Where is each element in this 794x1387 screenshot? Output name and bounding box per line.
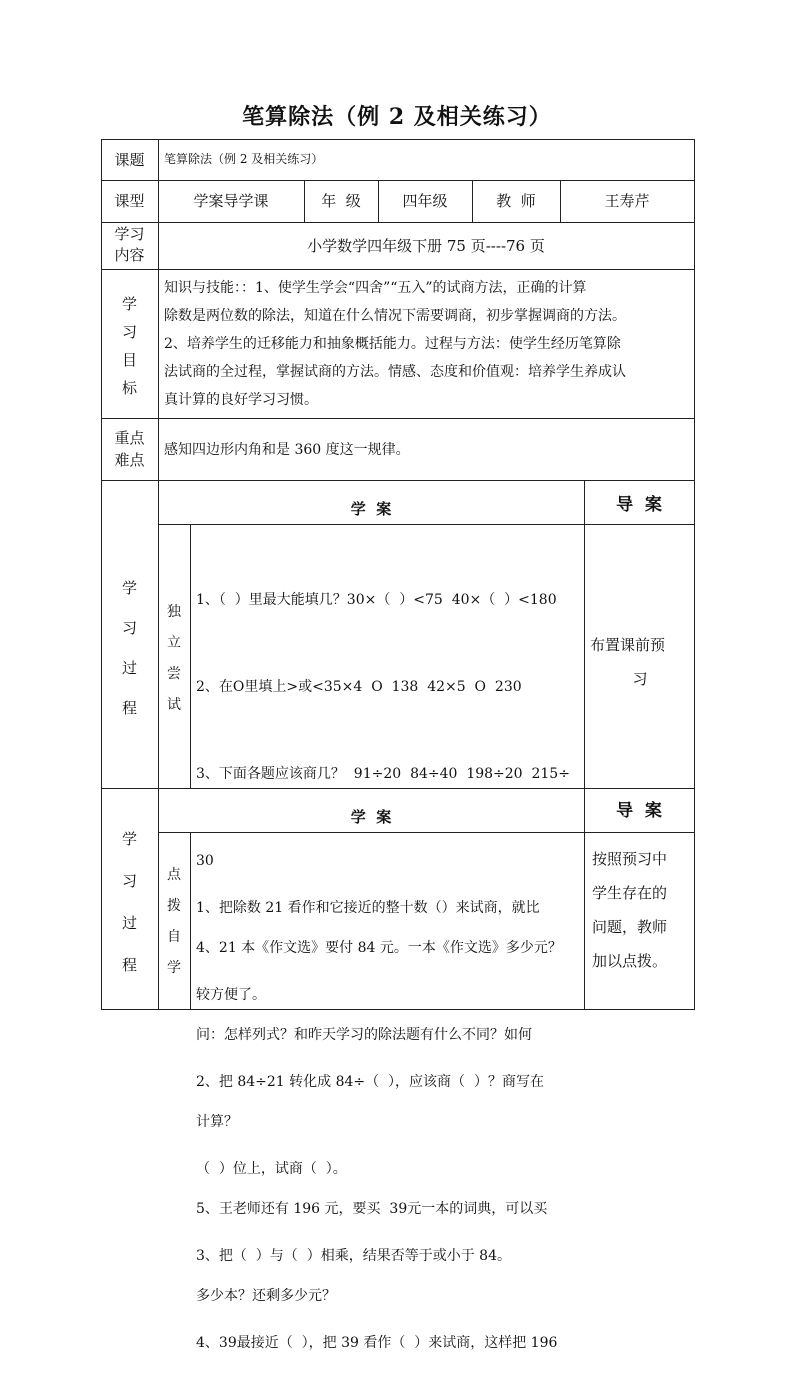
goals-line: 知识与技能：：1、使学生学会“四舍”“五入”的试商方法，正确的计算 — [164, 280, 587, 296]
sub-label-char: 自 — [167, 929, 181, 945]
study-header-1: 学 案 — [350, 500, 392, 518]
study-header-2: 学 案 — [350, 808, 392, 826]
content-label-line2: 内容 — [114, 246, 145, 264]
page-title: 笔算除法（例 2 及相关练习） — [242, 104, 552, 130]
sub-label-independent — [158, 597, 190, 721]
process-label-char: 过 — [121, 659, 137, 677]
goals-label — [101, 290, 158, 402]
process-label-char: 习 — [121, 619, 137, 637]
study-line: 较方便了。 — [196, 987, 266, 1003]
study-line: 2、把 84÷21 转化成 84÷（ ），应该商（ ）？商写在 — [196, 1074, 544, 1090]
process-label-char: 习 — [121, 872, 137, 890]
keypoints-label-line1: 重点 — [114, 429, 145, 447]
study-line: （ ）位上，试商（ ）。 — [196, 1161, 347, 1177]
process-label-char: 学 — [121, 830, 137, 848]
type-label: 课型 — [114, 192, 145, 210]
guide-line: 学生存在的 — [592, 884, 668, 902]
teacher-label: 教 师 — [496, 192, 536, 210]
sub-label-guided — [158, 860, 190, 984]
content-value: 小学数学四年级下册 75 页----76 页 — [307, 237, 545, 255]
goals-text — [164, 274, 692, 414]
study-line: 3、下面各题应该商几？ 91÷20 84÷40 198÷20 215÷ — [196, 766, 570, 782]
process-label-1 — [101, 568, 158, 728]
study-line: 计算？ — [196, 1114, 238, 1130]
keypoints-label-line2: 难点 — [114, 451, 145, 469]
keypoints-label — [101, 427, 158, 471]
topic-value: 笔算除法（例 2 及相关练习） — [164, 152, 324, 166]
goals-line: 2、培养学生的迁移能力和抽象概括能力。过程与方法：使学生经历笔算除 — [164, 336, 621, 352]
guide-line: 布置课前预 — [590, 636, 666, 654]
process-label-char: 程 — [121, 699, 137, 717]
goals-line: 法试商的全过程，掌握试商的方法。情感、态度和价值观：培养学生养成认 — [164, 364, 626, 380]
guide-header-2: 导 案 — [616, 801, 662, 821]
content-label — [101, 224, 158, 266]
guide-line: 问题，教师 — [592, 918, 668, 936]
study-line: 3、把（ ）与（ ）相乘，结果否等于或小于 84。 — [196, 1248, 511, 1264]
type-value: 学案导学课 — [193, 192, 269, 210]
sub-label-char: 试 — [167, 697, 181, 713]
process-label-2 — [101, 818, 158, 986]
sub-label-char: 独 — [167, 604, 181, 620]
guide-line: 习 — [632, 670, 648, 688]
sub-label-char: 尝 — [167, 666, 181, 682]
goals-label-char: 目 — [121, 351, 137, 369]
keypoints-value: 感知四边形内角和是 360 度这一规律。 — [164, 442, 410, 458]
process-label-char: 程 — [121, 956, 137, 974]
content-label-line1: 学习 — [114, 225, 145, 243]
guide-line: 加以点拨。 — [592, 952, 668, 970]
goals-line: 真计算的良好学习习惯。 — [164, 392, 318, 408]
sub-label-char: 点 — [167, 867, 181, 883]
grade-label: 年 级 — [321, 192, 361, 210]
study-line: 4、21 本《作文选》要付 84 元。一本《作文选》多少元？ — [196, 940, 562, 956]
study-line: 2、在O里填上>或<35×4 O 138 42×5 O 230 — [196, 679, 522, 695]
sub-label-char: 拨 — [167, 898, 181, 914]
goals-line: 除数是两位数的除法，知道在什么情况下需要调商，初步掌握调商的方法。 — [164, 308, 626, 324]
goals-label-char: 学 — [121, 295, 137, 313]
study-line: 30 — [196, 853, 214, 869]
grade-value: 四年级 — [402, 192, 448, 210]
sub-label-char: 立 — [167, 635, 181, 651]
guide-header-1: 导 案 — [616, 495, 662, 515]
study-line: 4、39最接近（ ），把 39 看作（ ）来试商，这样把 196 — [196, 1335, 558, 1351]
goals-label-char: 标 — [121, 379, 137, 397]
topic-label: 课题 — [114, 151, 145, 169]
study-line: 1、（ ）里最大能填几？30×（ ）<75 40×（ ）<180 — [196, 592, 557, 608]
guide-text-2 — [592, 842, 692, 978]
process-label-char: 学 — [121, 579, 137, 597]
process-label-char: 过 — [121, 914, 137, 932]
study-list-2 — [196, 836, 584, 1387]
guide-line: 按照预习中 — [592, 850, 668, 868]
study-line: 问：怎样列式？和昨天学习的除法题有什么不同？如何 — [196, 1027, 532, 1043]
study-line: 5、王老师还有 196 元，要买 39元一本的词典，可以买 — [196, 1201, 548, 1217]
goals-label-char: 习 — [121, 323, 137, 341]
study-line: 多少本？还剩多少元？ — [196, 1288, 336, 1304]
study-line: 1、把除数 21 看作和它接近的整十数（）来试商，就比 — [196, 900, 540, 916]
guide-text-1 — [590, 628, 690, 696]
sub-label-char: 学 — [167, 960, 181, 976]
teacher-value: 王寿芹 — [604, 192, 650, 210]
